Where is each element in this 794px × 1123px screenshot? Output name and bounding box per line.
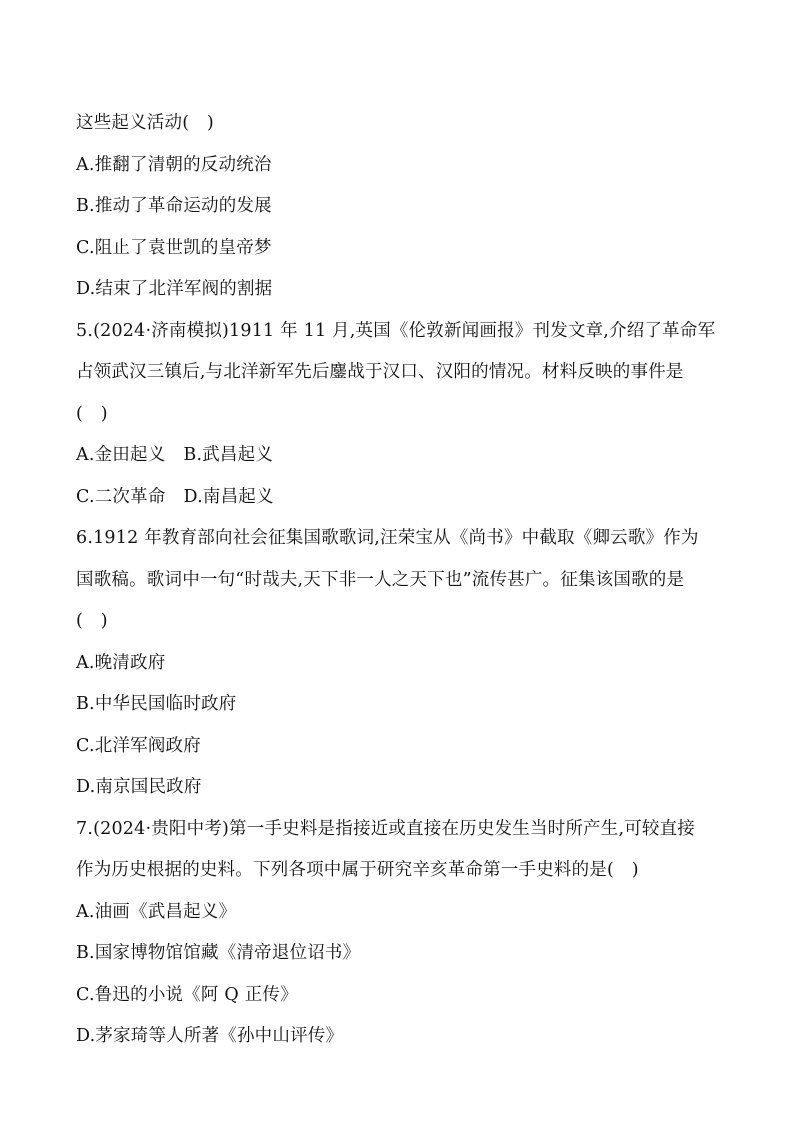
q6-option-d: D.南京国民政府 xyxy=(76,777,202,797)
q5-option-c: C.二次革命 xyxy=(76,486,166,507)
q7-option-a: A.油画《武昌起义》 xyxy=(76,901,237,922)
q4-option-c: C.阻止了袁世凯的皇帝梦 xyxy=(76,237,272,258)
q5-answer-blank: ( ) xyxy=(76,403,108,424)
question-content xyxy=(76,103,720,1058)
q7-stem-line-1: 7.(2024·贵阳中考)第一手史料是指接近或直接在历史发生当时所产生,可较直接 xyxy=(76,818,696,839)
q5-stem-line-1: 5.(2024·济南模拟)1911 年 11 月,英国《伦敦新闻画报》刊发文章,介绍了革命军 xyxy=(76,320,716,341)
q5-options-row-1 xyxy=(76,435,720,477)
q7-option-b: B.国家博物馆馆藏《清帝退位诏书》 xyxy=(76,943,361,963)
q6-answer-blank: ( ) xyxy=(76,611,108,631)
q5-option-d: D.南昌起义 xyxy=(183,486,274,507)
q5-option-a: A.金田起义 xyxy=(76,445,166,465)
q4-option-a: A.推翻了清朝的反动统治 xyxy=(76,154,272,175)
q6-option-b: B.中华民国临时政府 xyxy=(76,694,237,714)
q7-stem-line-2: 作为历史根据的史料。下列各项中属于研究辛亥革命第一手史料的是( ) xyxy=(76,860,639,880)
q4-option-d: D.结束了北洋军阀的割据 xyxy=(76,279,273,299)
q7-option-d: D.茅家琦等人所著《孙中山评传》 xyxy=(76,1026,344,1046)
q5-stem-line-2: 占领武汉三镇后,与北洋新军先后鏖战于汉口、汉阳的情况。材料反映的事件是 xyxy=(76,362,684,382)
q5-options-row-2 xyxy=(76,477,720,519)
q5-option-b: B.武昌起义 xyxy=(183,445,274,465)
q6-stem-line-2: 国歌稿。歌词中一句“时哉夫,天下非一人之天下也”流传甚广。征集该国歌的是 xyxy=(76,569,685,590)
q7-option-c: C.鲁迅的小说《阿 Q 正传》 xyxy=(76,984,298,1005)
q4-option-b: B.推动了革命运动的发展 xyxy=(76,196,272,216)
q6-stem-line-1: 6.1912 年教育部向社会征集国歌歌词,汪荣宝从《尚书》中截取《卿云歌》作为 xyxy=(76,528,699,548)
q6-option-a: A.晚清政府 xyxy=(76,652,166,673)
q6-option-c: C.北洋军阀政府 xyxy=(76,735,201,756)
q4-stem-tail: 这些起义活动( ) xyxy=(76,113,214,133)
